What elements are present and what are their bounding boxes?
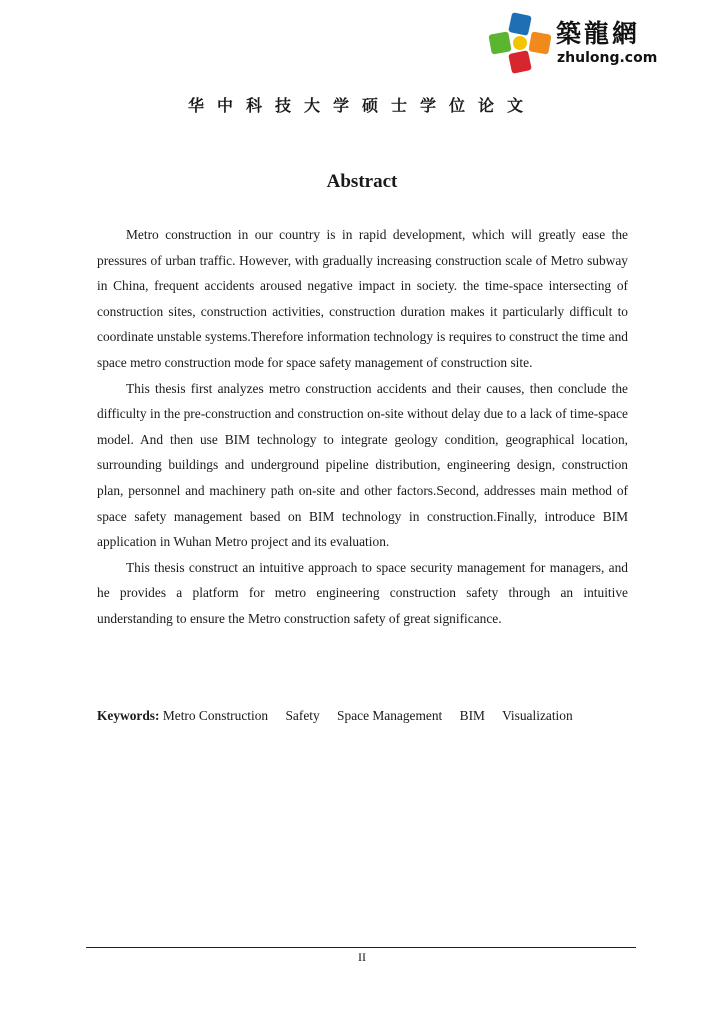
footer-divider	[86, 947, 636, 948]
page-number: II	[358, 950, 366, 964]
page-header-title: 华中科技大学硕士学位论文	[187, 96, 536, 115]
zhulong-logo	[488, 12, 664, 74]
keyword-item: BIM	[459, 708, 485, 723]
abstract-paragraph: This thesis first analyzes metro construction accidents and their causes, then conclude the difficulty in the pre-construction and construction on-site without delay due to a lack of time-space model. And then use BIM technology to integrate geology condition, geographical location, surrounding buildings and underground pipeline distribution, engineering design, construction plan, personnel and machinery path on-site and other factors.Second, addresses main method of space safety management based on BIM technology in construction.Finally, introduce BIM application in Wuhan Metro project and its evaluation.	[97, 380, 628, 550]
logo-domain-text: zhulong.com	[557, 50, 658, 66]
logo-mark-icon	[488, 12, 552, 74]
abstract-body	[97, 222, 628, 632]
keywords-label: Keywords:	[97, 708, 160, 723]
keyword-item: Space Management	[337, 708, 443, 723]
abstract-heading: Abstract	[326, 171, 398, 192]
logo-chinese-text: 築龍網	[556, 19, 641, 48]
keyword-item: Metro Construction	[162, 708, 269, 723]
keyword-item: Safety	[285, 708, 320, 723]
abstract-paragraph: This thesis construct an intuitive approach to space security management for managers, and he provides a platform for metro engineering construction safety through an intuitive understanding to ensure the Metro construction safety of great significance.	[97, 559, 628, 626]
keywords-line	[97, 704, 657, 728]
abstract-paragraph: Metro construction in our country is in rapid development, which will greatly ease the pressures of urban traffic. However, with gradually increasing construction scale of Metro subway in China, frequent accidents aroused negative impact in society. the time-space intersecting of construction sites, construction activities, construction duration makes it particularly difficult to coordinate unstable systems.Therefore information technology is requires to construct the time and space metro construction mode for space safety management of construction site.	[97, 227, 628, 370]
keyword-item: Visualization	[502, 708, 573, 723]
